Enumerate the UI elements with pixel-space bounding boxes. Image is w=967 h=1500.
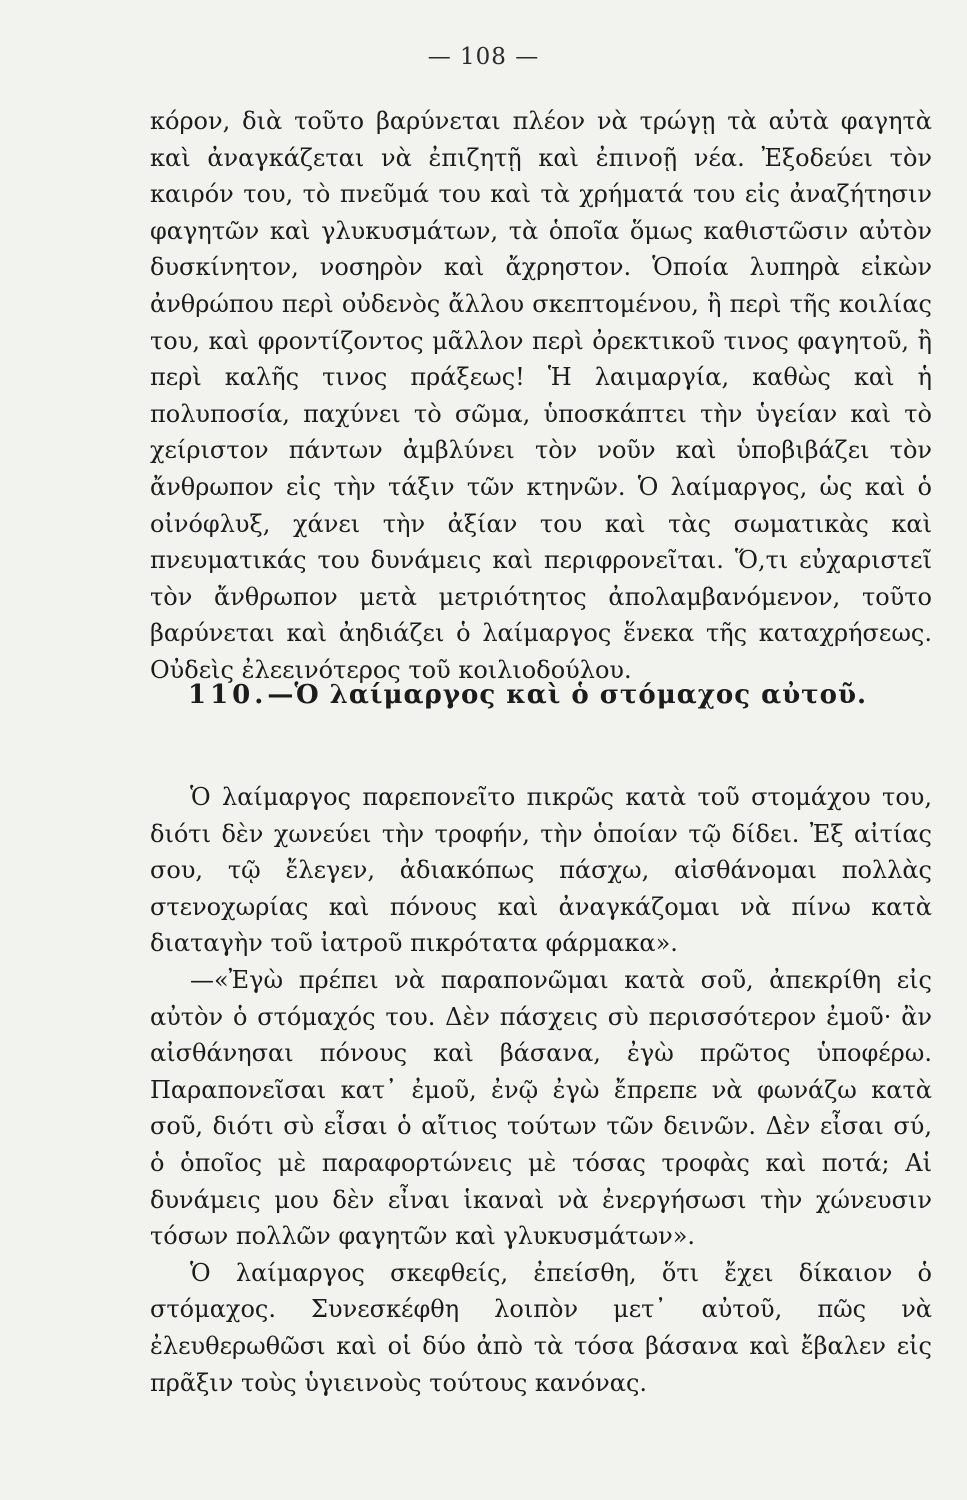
text-block-top — [150, 103, 932, 689]
text-block-bottom — [150, 779, 932, 1401]
section-dash: — — [267, 680, 295, 710]
page-number: — 108 — — [427, 44, 540, 70]
paragraph: —«Ἐγὼ πρέπει νὰ παραπονῶμαι κατὰ σοῦ, ἀπεκρίθη εἰς αὐτὸν ὁ στόμαχός του. Δὲν πάσχεις σὺ περισσότερον ἐμοῦ· ἂν αἰσθάνησαι πόνους καὶ βάσανα, ἐγὼ πρῶτος ὑποφέρω. Παραπονεῖσαι κατ᾿ ἐμοῦ, ἐνῷ ἐγὼ ἔπρεπε νὰ φωνάζω κατὰ σοῦ, διότι σὺ εἶσαι ὁ αἴτιος τούτων τῶν δεινῶν. Δὲν εἶσαι σύ, ὁ ὁποῖος μὲ παραφορτώνεις μὲ τόσας τροφὰς καὶ ποτά; Αἱ δυνάμεις μου δὲν εἶναι ἱκαναὶ νὰ ἐνεργήσωσι τὴν χώνευσιν τόσων πολλῶν φαγητῶν καὶ γλυκυσμάτων». — [150, 965, 932, 1251]
paragraph: Ὁ λαίμαργος σκεφθείς, ἐπείσθη, ὅτι ἔχει δίκαιον ὁ στόμαχος. Συνεσκέφθη λοιπὸν μετ᾿ αὐτοῦ, πῶς νὰ ἐλευθερωθῶσι καὶ οἱ δύο ἀπὸ τὰ τόσα βάσανα καὶ ἔβαλεν εἰς πρᾶξιν τοὺς ὑγιεινοὺς τούτους κανόνας. — [150, 1258, 932, 1397]
section-heading — [188, 680, 867, 710]
section-number: 110. — [188, 680, 268, 710]
paragraph: κόρον, διὰ τοῦτο βαρύνεται πλέον νὰ τρώγῃ τὰ αὐτὰ φαγητὰ καὶ ἀναγκάζεται νὰ ἐπιζητῇ καὶ ἐπινοῇ νέα. Ἐξοδεύει τὸν καιρόν του, τὸ πνεῦμά του καὶ τὰ χρήματά του εἰς ἀναζήτησιν φαγητῶν καὶ γλυκυσμάτων, τὰ ὁποῖα ὅμως καθιστῶσιν αὐτὸν δυσκίνητον, νοσηρὸν καὶ ἄχρηστον. Ὁποία λυπηρὰ εἰκὼν ἀνθρώπου περὶ οὐδενὸς ἄλλου σκεπτομένου, ἢ περὶ τῆς κοιλίας του, καὶ φροντίζοντος μᾶλλον περὶ ὀρεκτικοῦ τινος φαγητοῦ, ἢ περὶ καλῆς τινος πράξεως! Ἡ λαιμαργία, καθὼς καὶ ἡ πολυποσία, παχύνει τὸ σῶμα, ὑποσκάπτει τὴν ὑγείαν καὶ τὸ χείριστον πάντων ἀμβλύνει τὸν νοῦν καὶ ὑποβιβάζει τὸν ἄνθρωπον εἰς τὴν τάξιν τῶν κτηνῶν. Ὁ λαίμαργος, ὡς καὶ ὁ οἰνόφλυξ, χάνει τὴν ἀξίαν του καὶ τὰς σωματικὰς καὶ πνευματικάς του δυνάμεις καὶ περιφρονεῖται. Ὅ,τι εὐχαριστεῖ τὸν ἄνθρωπον μετὰ μετριότητος ἀπολαμβανόμενον, τοῦτο βαρύνεται καὶ ἀηδιάζει ὁ λαίμαργος ἕνεκα τῆς καταχρήσεως. Οὐδεὶς ἐλεεινότερος τοῦ κοιλιοδούλου. — [150, 107, 932, 684]
paragraph: Ὁ λαίμαργος παρεπονεῖτο πικρῶς κατὰ τοῦ στομάχου του, διότι δὲν χωνεύει τὴν τροφήν, τὴν ὁποίαν τῷ δίδει. Ἐξ αἰτίας σου, τῷ ἔλεγεν, ἀδιακόπως πάσχω, αἰσθάνομαι πολλὰς στενοχωρίας καὶ πόνους καὶ ἀναγκάζομαι νὰ πίνω κατὰ διαταγὴν τοῦ ἰατροῦ πικρότατα φάρμακα». — [150, 783, 932, 958]
section-title: Ὁ λαίμαργος καὶ ὁ στόμαχος αὐτοῦ. — [294, 680, 868, 710]
